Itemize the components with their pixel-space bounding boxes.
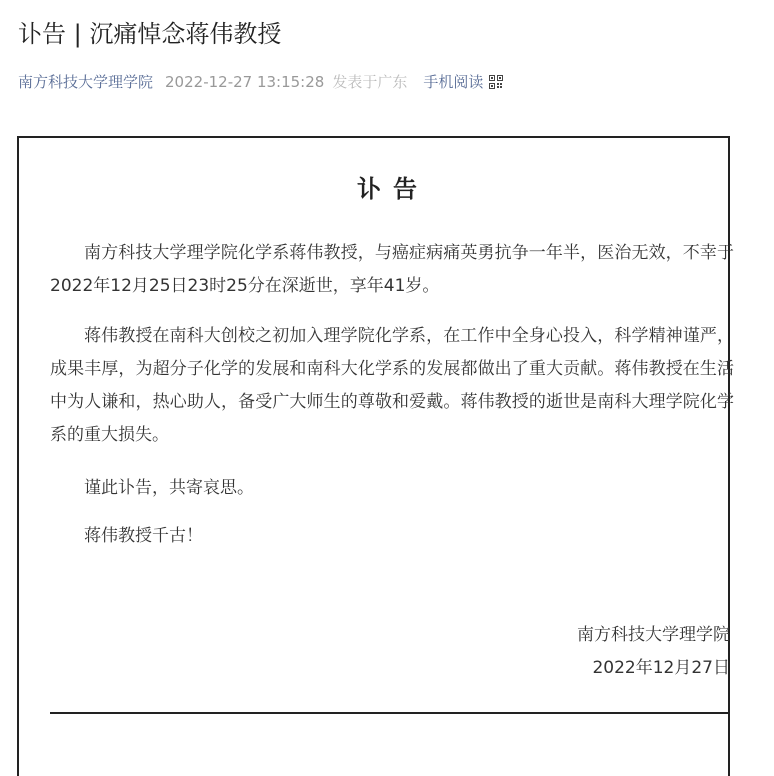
notice-paragraph: 蒋伟教授在南科大创校之初加入理学院化学系，在工作中全身心投入，科学精神谨严，成果丰厚，为超分子化学的发展和南科大化学系的发展都做出了重大贡献。蒋伟教授在生活中为人谦和，热心助人，备受广大师生的尊敬和爱戴。蒋伟教授的逝世是南科大理学院化学系的重大损失。 (50, 326, 734, 445)
notice-paragraph: 谨此讣告，共寄哀思。 (84, 478, 254, 498)
account-name-link[interactable]: 南方科技大学理学院 (18, 73, 154, 91)
signature-date: 2022年12月27日 (592, 658, 730, 678)
article-meta (18, 70, 503, 94)
publish-location: 发表于广东 (332, 73, 408, 91)
signature-org: 南方科技大学理学院 (577, 625, 730, 645)
mobile-read-label: 手机阅读 (423, 73, 484, 91)
notice-heading: 讣告 (357, 175, 429, 203)
article-title: 讣告 | 沉痛悼念蒋伟教授 (18, 20, 282, 48)
notice-paragraph: 蒋伟教授千古！ (84, 526, 203, 546)
notice-paragraph: 南方科技大学理学院化学系蒋伟教授，与癌症病痛英勇抗争一年半，医治无效，不幸于2022年12月25日23时25分在深逝世，享年41岁。 (50, 243, 734, 296)
publish-time: 2022-12-27 13:15:28 (165, 73, 325, 91)
qr-code-icon (489, 75, 503, 89)
mobile-read-button[interactable] (423, 70, 503, 94)
bottom-divider (50, 712, 730, 714)
